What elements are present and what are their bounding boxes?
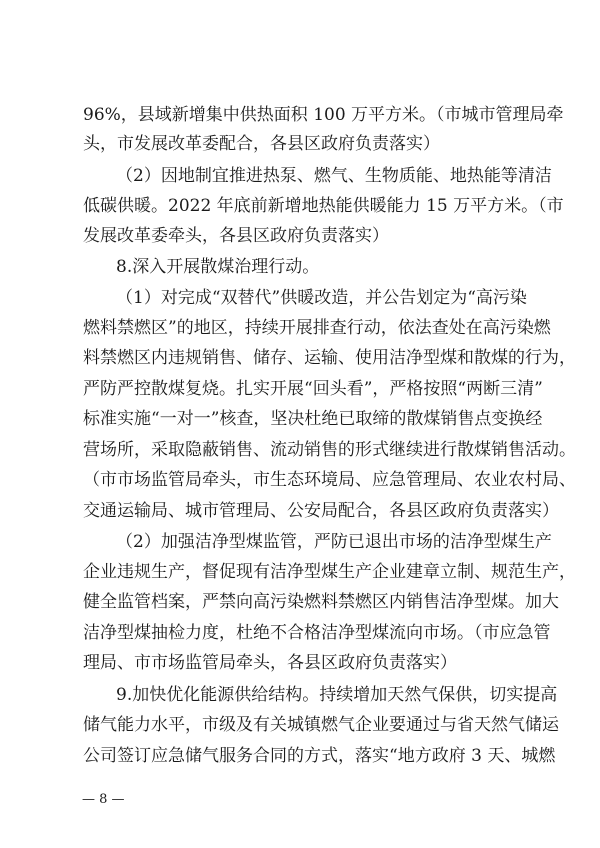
text-line: （1）对完成“双替代”供暖改造，并公告划定为“高污染 [116, 288, 527, 308]
text-line: 公司签订应急储气服务合同的方式，落实“地方政府 3 天、城燃 [83, 746, 556, 766]
text-line: 低碳供暖。2022 年底前新增地热能供暖能力 15 万平方米。（市 [83, 196, 564, 216]
text-line: 理局、市市场监管局牵头，各县区政府负责落实） [83, 653, 457, 673]
text-line: 严防严控散煤复烧。扎实开展“回头看”，严格按照“两断三清” [83, 379, 543, 399]
text-line: 营场所，采取隐蔽销售、流动销售的形式继续进行散煤销售活动。 [83, 440, 576, 460]
text-line: 洁净型煤抽检力度，杜绝不合格洁净型煤流向市场。（市应急管 [83, 623, 551, 643]
text-line: （2）因地制宜推进热泵、燃气、生物质能、地热能等清洁 [116, 166, 552, 186]
section-heading: 9.加快优化能源供给结构。持续增加天然气保供，切实提高 [116, 685, 558, 705]
text-line: （市市场监管局牵头，市生态环境局、应急管理局、农业农村局、 [83, 470, 576, 490]
text-line: 燃料禁燃区”的地区，持续开展排查行动，依法查处在高污染燃 [83, 318, 551, 338]
page-number: — 8 — [82, 792, 125, 807]
text-line: 健全监管档案，严禁向高污染燃料禁燃区内销售洁净型煤。加大 [83, 592, 559, 612]
text-line: 96%，县域新增集中供热面积 100 万平方米。（市城市管理局牵 [83, 105, 564, 125]
text-line: 标准实施“一对一”核查，坚决杜绝已取缔的散煤销售点变换经 [83, 409, 543, 429]
text-line: 头，市发展改革委配合，各县区政府负责落实） [83, 134, 440, 154]
text-line: 料禁燃区内违规销售、储存、运输、使用洁净型煤和散煤的行为， [83, 348, 576, 368]
text-line: 发展改革委牵头，各县区政府负责落实） [83, 226, 389, 246]
text-line: 储气能力水平，市级及有关城镇燃气企业要通过与省天然气储运 [83, 715, 559, 735]
section-heading: 8.深入开展散煤治理行动。 [116, 257, 320, 277]
text-line: （2）加强洁净型煤监管，严防已退出市场的洁净型煤生产 [116, 532, 552, 552]
text-line: 交通运输局、城市管理局、公安局配合，各县区政府负责落实） [83, 501, 559, 521]
text-line: 企业违规生产，督促现有洁净型煤生产企业建章立制、规范生产， [83, 562, 576, 582]
